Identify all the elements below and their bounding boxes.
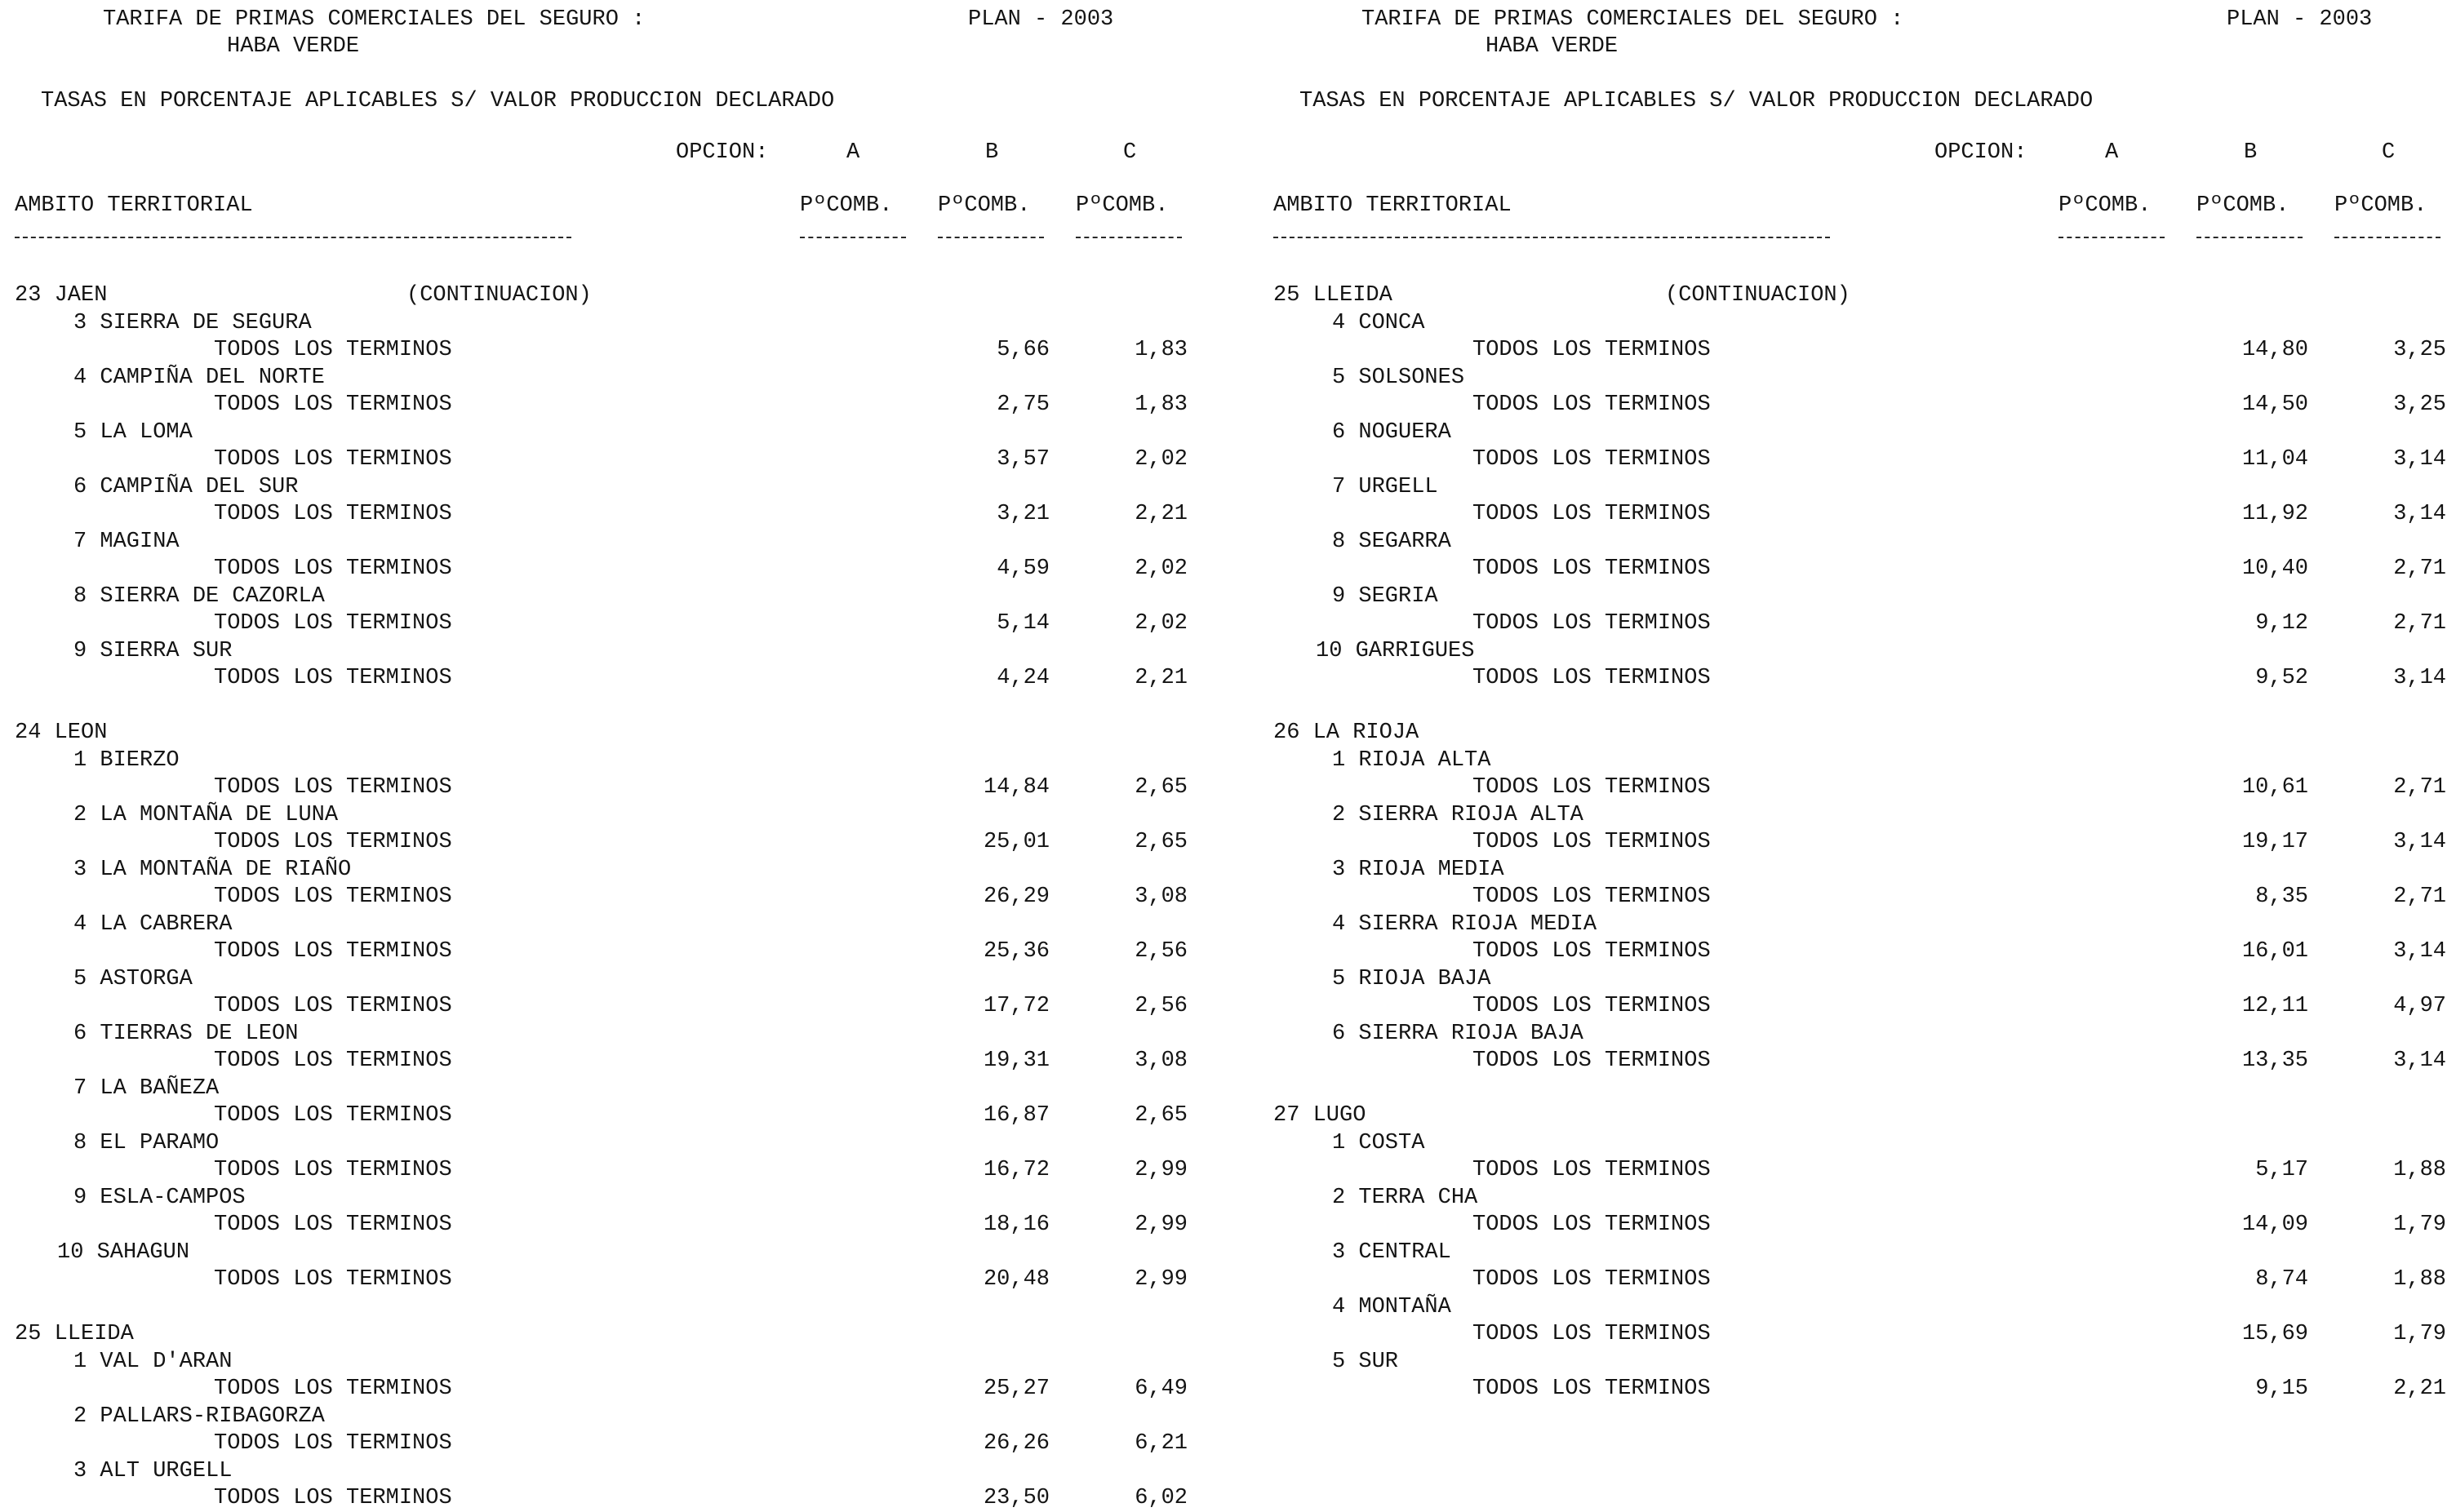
comarca-row — [15, 1075, 1231, 1102]
rate-option-b: 25,27 — [983, 1377, 1050, 1401]
plan-label: PLAN - 2003 — [968, 7, 1114, 32]
col-b-underline — [2196, 237, 2303, 238]
comarca-row — [15, 419, 1231, 446]
table-row — [1273, 1212, 2456, 1239]
rate-option-c: 3,14 — [2393, 502, 2446, 526]
comarca-name: 9 ESLA-CAMPOS — [73, 1185, 246, 1210]
rate-option-c: 2,99 — [1135, 1158, 1188, 1182]
comarca-row — [15, 310, 1231, 337]
comarca-name: 3 SIERRA DE SEGURA — [73, 310, 312, 335]
table-row — [15, 556, 1231, 583]
rate-option-b: 14,50 — [2241, 392, 2308, 417]
rate-option-c: 3,08 — [1135, 1049, 1188, 1073]
comarca-row — [1273, 1294, 2456, 1321]
rate-option-c: 2,99 — [1135, 1267, 1188, 1292]
rate-option-b: 15,69 — [2241, 1322, 2308, 1346]
comarca-name: 6 NOGUERA — [1332, 419, 1451, 445]
province-row — [15, 720, 1231, 747]
table-row — [15, 610, 1231, 637]
rate-option-b: 14,09 — [2241, 1213, 2308, 1237]
comarca-name: 4 SIERRA RIOJA MEDIA — [1332, 911, 1597, 937]
comarca-name: 2 SIERRA RIOJA ALTA — [1332, 802, 1583, 827]
header-subtitle: HABA VERDE — [227, 34, 360, 59]
rate-option-b: 2,75 — [997, 392, 1050, 417]
rate-option-c: 2,65 — [1135, 775, 1188, 800]
header-title-row — [1273, 7, 2456, 33]
rates-caption-row — [1273, 88, 2456, 115]
term-label: TODOS LOS TERMINOS — [1472, 1377, 1711, 1401]
table-row — [1273, 774, 2456, 801]
table-row — [1273, 392, 2456, 419]
opcion-label: OPCION: — [1934, 140, 2027, 165]
rate-option-c: 1,88 — [2393, 1158, 2446, 1182]
comarca-row — [15, 802, 1231, 829]
term-label: TODOS LOS TERMINOS — [214, 775, 452, 800]
table-row — [1273, 337, 2456, 364]
blank-line — [15, 693, 1231, 720]
col-label-b: PºCOMB. — [938, 193, 1031, 218]
comarca-name: 4 LA CABRERA — [73, 911, 233, 937]
rate-option-c: 3,14 — [2393, 1049, 2446, 1073]
comarca-name: 8 EL PARAMO — [73, 1130, 220, 1155]
rate-option-b: 8,35 — [2255, 885, 2308, 909]
comarca-row — [1273, 966, 2456, 993]
term-label: TODOS LOS TERMINOS — [1472, 1213, 1711, 1237]
comarca-name: 7 LA BAÑEZA — [73, 1075, 220, 1101]
comarca-name: 1 RIOJA ALTA — [1332, 747, 1491, 773]
comarca-row — [15, 1130, 1231, 1157]
province-name: 24 LEON — [15, 721, 108, 745]
comarca-row — [1273, 638, 2456, 665]
term-label: TODOS LOS TERMINOS — [1472, 939, 1711, 964]
rate-option-c: 3,14 — [2393, 447, 2446, 472]
rate-option-c: 1,83 — [1135, 392, 1188, 417]
table-row — [15, 774, 1231, 801]
table-row — [15, 501, 1231, 528]
rate-option-c: 2,21 — [2393, 1377, 2446, 1401]
rate-option-c: 2,56 — [1135, 994, 1188, 1018]
rate-option-c: 3,25 — [2393, 338, 2446, 362]
term-label: TODOS LOS TERMINOS — [1472, 1322, 1711, 1346]
province-name: 27 LUGO — [1273, 1103, 1366, 1128]
rate-option-c: 6,02 — [1135, 1486, 1188, 1510]
term-label: TODOS LOS TERMINOS — [1472, 611, 1711, 636]
comarca-name: 10 SAHAGUN — [57, 1239, 190, 1265]
rates-caption-row — [15, 88, 1231, 115]
rate-option-c: 2,21 — [1135, 666, 1188, 690]
comarca-name: 8 SIERRA DE CAZORLA — [73, 583, 325, 609]
rate-option-c: 1,83 — [1135, 338, 1188, 362]
rate-option-b: 4,24 — [997, 666, 1050, 690]
comarca-name: 8 SEGARRA — [1332, 529, 1451, 554]
col-label-a: PºCOMB. — [2059, 193, 2152, 218]
rate-option-b: 19,31 — [983, 1049, 1050, 1073]
comarca-row — [1273, 583, 2456, 610]
term-label: TODOS LOS TERMINOS — [1472, 338, 1711, 362]
rate-option-b: 16,87 — [983, 1103, 1050, 1128]
table-row — [1273, 1157, 2456, 1184]
tariff-page-left — [15, 7, 1231, 1510]
opcion-a: A — [846, 140, 860, 165]
term-label: TODOS LOS TERMINOS — [1472, 775, 1711, 800]
term-label: TODOS LOS TERMINOS — [214, 1213, 452, 1237]
comarca-name: 2 PALLARS-RIBAGORZA — [73, 1403, 325, 1429]
comarca-row — [1273, 1185, 2456, 1212]
comarca-row — [15, 857, 1231, 884]
rate-option-b: 9,52 — [2255, 666, 2308, 690]
rate-option-c: 3,25 — [2393, 392, 2446, 417]
table-row — [1273, 1048, 2456, 1075]
province-row — [15, 282, 1231, 309]
rate-option-c: 2,02 — [1135, 556, 1188, 581]
comarca-row — [1273, 747, 2456, 774]
col-label-a: PºCOMB. — [800, 193, 893, 218]
rate-option-b: 19,17 — [2241, 830, 2308, 854]
rate-option-c: 2,02 — [1135, 447, 1188, 472]
rate-option-c: 1,88 — [2393, 1267, 2446, 1292]
comarca-row — [15, 1021, 1231, 1048]
term-label: TODOS LOS TERMINOS — [1472, 392, 1711, 417]
table-row — [1273, 556, 2456, 583]
comarca-row — [15, 365, 1231, 392]
rate-option-b: 9,15 — [2255, 1377, 2308, 1401]
rate-option-b: 17,72 — [983, 994, 1050, 1018]
comarca-name: 5 ASTORGA — [73, 966, 193, 991]
province-row — [1273, 720, 2456, 747]
comarca-row — [1273, 802, 2456, 829]
comarca-name: 10 GARRIGUES — [1316, 638, 1475, 663]
comarca-name: 2 TERRA CHA — [1332, 1185, 1478, 1210]
rate-option-c: 3,14 — [2393, 666, 2446, 690]
term-label: TODOS LOS TERMINOS — [214, 447, 452, 472]
table-row — [1273, 938, 2456, 965]
term-label: TODOS LOS TERMINOS — [214, 666, 452, 690]
comarca-name: 4 MONTAÑA — [1332, 1294, 1451, 1319]
table-row — [1273, 1376, 2456, 1403]
comarca-name: 3 LA MONTAÑA DE RIAÑO — [73, 857, 352, 882]
rate-option-c: 3,08 — [1135, 885, 1188, 909]
province-name: 25 LLEIDA — [15, 1322, 134, 1346]
term-label: TODOS LOS TERMINOS — [1472, 447, 1711, 472]
table-row — [1273, 665, 2456, 692]
term-label: TODOS LOS TERMINOS — [214, 1431, 452, 1456]
col-c-underline — [2334, 237, 2440, 238]
rate-option-c: 3,14 — [2393, 939, 2446, 964]
rate-option-c: 6,49 — [1135, 1377, 1188, 1401]
comarca-name: 4 CONCA — [1332, 310, 1425, 335]
column-header-row — [15, 193, 1231, 219]
ambito-underline — [1273, 237, 1830, 238]
rate-option-b: 5,14 — [997, 611, 1050, 636]
table-row — [15, 829, 1231, 856]
header-title: TARIFA DE PRIMAS COMERCIALES DEL SEGURO : — [1361, 7, 1904, 32]
table-row — [15, 665, 1231, 692]
comarca-name: 3 ALT URGELL — [73, 1458, 233, 1483]
comarca-row — [15, 583, 1231, 610]
comarca-name: 3 RIOJA MEDIA — [1332, 857, 1504, 882]
comarca-name: 9 SIERRA SUR — [73, 638, 233, 663]
comarca-row — [1273, 529, 2456, 556]
province-name: 25 LLEIDA — [1273, 283, 1392, 308]
table-row — [1273, 501, 2456, 528]
comarca-name: 6 SIERRA RIOJA BAJA — [1332, 1021, 1583, 1046]
table-row — [15, 446, 1231, 473]
term-label: TODOS LOS TERMINOS — [214, 1267, 452, 1292]
opcion-c: C — [2382, 140, 2396, 165]
term-label: TODOS LOS TERMINOS — [214, 939, 452, 964]
comarca-row — [1273, 1130, 2456, 1157]
rate-option-b: 23,50 — [983, 1486, 1050, 1510]
comarca-name: 2 LA MONTAÑA DE LUNA — [73, 802, 339, 827]
rate-option-b: 9,12 — [2255, 611, 2308, 636]
ambito-label: AMBITO TERRITORIAL — [15, 193, 253, 218]
rate-option-b: 16,01 — [2241, 939, 2308, 964]
comarca-name: 6 TIERRAS DE LEON — [73, 1021, 299, 1046]
col-label-c: PºCOMB. — [2334, 193, 2427, 218]
comarca-name: 6 CAMPIÑA DEL SUR — [73, 474, 299, 499]
rate-option-b: 5,66 — [997, 338, 1050, 362]
term-label: TODOS LOS TERMINOS — [1472, 556, 1711, 581]
term-label: TODOS LOS TERMINOS — [1472, 1158, 1711, 1182]
ambito-label: AMBITO TERRITORIAL — [1273, 193, 1512, 218]
comarca-name: 5 SUR — [1332, 1349, 1399, 1374]
col-b-underline — [938, 237, 1044, 238]
opcion-a: A — [2105, 140, 2119, 165]
comarca-name: 5 LA LOMA — [73, 419, 193, 445]
rate-option-b: 3,57 — [997, 447, 1050, 472]
ambito-underline — [15, 237, 571, 238]
col-c-underline — [1076, 237, 1182, 238]
col-a-underline — [800, 237, 906, 238]
term-label: TODOS LOS TERMINOS — [214, 994, 452, 1018]
blank-line — [15, 1294, 1231, 1321]
rate-option-b: 14,80 — [2241, 338, 2308, 362]
comarca-name: 1 BIERZO — [73, 747, 180, 773]
rate-option-b: 26,26 — [983, 1431, 1050, 1456]
province-name: 26 LA RIOJA — [1273, 721, 1419, 745]
rate-option-c: 6,21 — [1135, 1431, 1188, 1456]
plan-label: PLAN - 2003 — [2227, 7, 2373, 32]
comarca-row — [15, 529, 1231, 556]
rate-option-b: 16,72 — [983, 1158, 1050, 1182]
term-label: TODOS LOS TERMINOS — [214, 392, 452, 417]
header-subtitle-row — [1273, 33, 2456, 60]
blank-line — [1273, 693, 2456, 720]
rate-option-b: 14,84 — [983, 775, 1050, 800]
term-label: TODOS LOS TERMINOS — [214, 1103, 452, 1128]
opcion-row — [15, 140, 1231, 166]
table-row — [15, 993, 1231, 1020]
term-label: TODOS LOS TERMINOS — [1472, 502, 1711, 526]
rate-option-b: 3,21 — [997, 502, 1050, 526]
rate-option-b: 12,11 — [2241, 994, 2308, 1018]
term-label: TODOS LOS TERMINOS — [1472, 1049, 1711, 1073]
comarca-row — [1273, 1349, 2456, 1376]
rate-option-b: 10,61 — [2241, 775, 2308, 800]
comarca-name: 5 RIOJA BAJA — [1332, 966, 1491, 991]
term-label: TODOS LOS TERMINOS — [214, 885, 452, 909]
term-label: TODOS LOS TERMINOS — [1472, 666, 1711, 690]
column-header-row — [1273, 193, 2456, 219]
rate-option-c: 2,65 — [1135, 830, 1188, 854]
rate-option-b: 26,29 — [983, 885, 1050, 909]
term-label: TODOS LOS TERMINOS — [214, 611, 452, 636]
comarca-row — [15, 1458, 1231, 1485]
rate-option-c: 2,71 — [2393, 556, 2446, 581]
blank-line — [1273, 1075, 2456, 1102]
comarca-row — [1273, 1239, 2456, 1266]
rates-caption: TASAS EN PORCENTAJE APLICABLES S/ VALOR PRODUCCION DECLARADO — [41, 89, 835, 113]
term-label: TODOS LOS TERMINOS — [214, 1049, 452, 1073]
table-row — [1273, 993, 2456, 1020]
comarca-row — [1273, 857, 2456, 884]
comarca-row — [1273, 474, 2456, 501]
term-label: TODOS LOS TERMINOS — [1472, 830, 1711, 854]
term-label: TODOS LOS TERMINOS — [1472, 994, 1711, 1018]
opcion-b: B — [2244, 140, 2258, 165]
comarca-row — [15, 966, 1231, 993]
comarca-name: 7 MAGINA — [73, 529, 180, 554]
comarca-row — [15, 1239, 1231, 1266]
rate-option-c: 1,79 — [2393, 1322, 2446, 1346]
rate-option-b: 11,92 — [2241, 502, 2308, 526]
comarca-row — [1273, 1021, 2456, 1048]
rate-option-b: 20,48 — [983, 1267, 1050, 1292]
table-row — [1273, 1266, 2456, 1293]
continuation-note: (CONTINUACION) — [406, 283, 592, 308]
col-label-b: PºCOMB. — [2196, 193, 2289, 218]
table-row — [1273, 1321, 2456, 1348]
col-a-underline — [2059, 237, 2165, 238]
table-row — [15, 1157, 1231, 1184]
comarca-name: 1 VAL D'ARAN — [73, 1349, 233, 1374]
rates-caption: TASAS EN PORCENTAJE APLICABLES S/ VALOR PRODUCCION DECLARADO — [1299, 89, 2094, 113]
comarca-name: 4 CAMPIÑA DEL NORTE — [73, 365, 325, 390]
rate-option-c: 2,21 — [1135, 502, 1188, 526]
comarca-row — [1273, 365, 2456, 392]
term-label: TODOS LOS TERMINOS — [214, 1158, 452, 1182]
rate-option-b: 25,36 — [983, 939, 1050, 964]
comarca-row — [15, 1403, 1231, 1430]
comarca-name: 5 SOLSONES — [1332, 365, 1465, 390]
comarca-name: 3 CENTRAL — [1332, 1239, 1451, 1265]
rate-option-b: 5,17 — [2255, 1158, 2308, 1182]
table-row — [15, 1266, 1231, 1293]
comarca-row — [1273, 310, 2456, 337]
comarca-row — [15, 474, 1231, 501]
tariff-page-right — [1273, 7, 2456, 1500]
opcion-row — [1273, 140, 2456, 166]
rate-option-c: 2,65 — [1135, 1103, 1188, 1128]
province-name: 23 JAEN — [15, 283, 108, 308]
rate-option-b: 25,01 — [983, 830, 1050, 854]
province-row — [15, 1321, 1231, 1348]
rate-option-c: 2,71 — [2393, 611, 2446, 636]
rate-option-c: 2,02 — [1135, 611, 1188, 636]
rate-option-c: 4,97 — [2393, 994, 2446, 1018]
comarca-name: 7 URGELL — [1332, 474, 1438, 499]
table-row — [15, 337, 1231, 364]
opcion-label: OPCION: — [676, 140, 769, 165]
rate-option-b: 11,04 — [2241, 447, 2308, 472]
continuation-note: (CONTINUACION) — [1665, 283, 1850, 308]
opcion-b: B — [985, 140, 999, 165]
table-row — [15, 884, 1231, 911]
comarca-row — [15, 1349, 1231, 1376]
rate-option-b: 10,40 — [2241, 556, 2308, 581]
header-subtitle: HABA VERDE — [1486, 34, 1619, 59]
term-label: TODOS LOS TERMINOS — [1472, 1267, 1711, 1292]
comarca-row — [1273, 911, 2456, 938]
comarca-row — [1273, 419, 2456, 446]
comarca-name: 9 SEGRIA — [1332, 583, 1438, 609]
col-label-c: PºCOMB. — [1076, 193, 1169, 218]
rate-option-b: 4,59 — [997, 556, 1050, 581]
table-row — [15, 392, 1231, 419]
rate-option-c: 3,14 — [2393, 830, 2446, 854]
term-label: TODOS LOS TERMINOS — [214, 1377, 452, 1401]
term-label: TODOS LOS TERMINOS — [214, 338, 452, 362]
table-row — [15, 938, 1231, 965]
table-row — [1273, 884, 2456, 911]
comarca-row — [15, 747, 1231, 774]
rate-option-c: 2,56 — [1135, 939, 1188, 964]
term-label: TODOS LOS TERMINOS — [1472, 885, 1711, 909]
header-title-row — [15, 7, 1231, 33]
rate-option-c: 1,79 — [2393, 1213, 2446, 1237]
comarca-row — [15, 1185, 1231, 1212]
rate-option-b: 18,16 — [983, 1213, 1050, 1237]
term-label: TODOS LOS TERMINOS — [214, 830, 452, 854]
opcion-c: C — [1123, 140, 1137, 165]
term-label: TODOS LOS TERMINOS — [214, 556, 452, 581]
rate-option-b: 8,74 — [2255, 1267, 2308, 1292]
comarca-row — [15, 911, 1231, 938]
table-row — [1273, 829, 2456, 856]
table-row — [15, 1212, 1231, 1239]
table-row — [15, 1376, 1231, 1403]
table-row — [1273, 610, 2456, 637]
table-row — [15, 1048, 1231, 1075]
table-row — [1273, 446, 2456, 473]
comarca-name: 1 COSTA — [1332, 1130, 1425, 1155]
rate-option-c: 2,71 — [2393, 775, 2446, 800]
comarca-row — [15, 638, 1231, 665]
province-row — [1273, 282, 2456, 309]
province-row — [1273, 1102, 2456, 1129]
rate-option-b: 13,35 — [2241, 1049, 2308, 1073]
term-label: TODOS LOS TERMINOS — [214, 1486, 452, 1510]
rate-option-c: 2,71 — [2393, 885, 2446, 909]
table-row — [15, 1485, 1231, 1512]
header-subtitle-row — [15, 33, 1231, 60]
table-row — [15, 1102, 1231, 1129]
rate-option-c: 2,99 — [1135, 1213, 1188, 1237]
table-row — [15, 1430, 1231, 1457]
term-label: TODOS LOS TERMINOS — [214, 502, 452, 526]
header-title: TARIFA DE PRIMAS COMERCIALES DEL SEGURO : — [103, 7, 646, 32]
